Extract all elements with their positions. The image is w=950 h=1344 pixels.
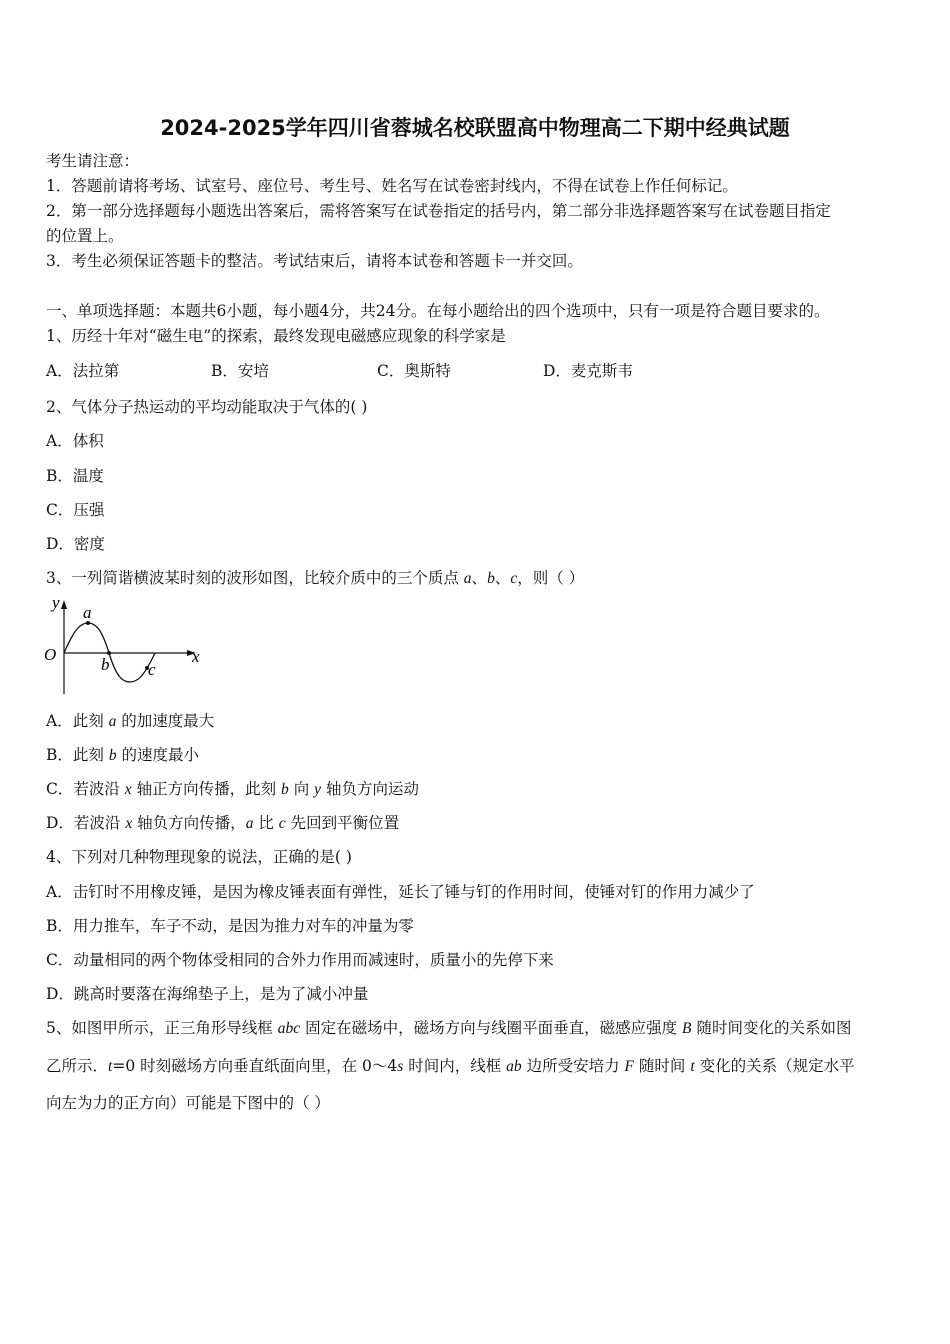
- math-variable: c: [510, 570, 518, 587]
- math-variable: F: [624, 1058, 634, 1075]
- math-variable: b: [487, 570, 495, 587]
- c-label: c: [148, 660, 156, 679]
- text-segment: 向左为力的正方向）可能是下图中的（ ）: [46, 1094, 330, 1112]
- math-variable: a: [108, 713, 117, 730]
- math-variable: t: [108, 1058, 113, 1075]
- question-5-line: [46, 1056, 855, 1077]
- text-segment: ，则（ ）: [517, 569, 585, 587]
- math-variable: abc: [277, 1020, 301, 1037]
- math-variable: y: [314, 781, 322, 798]
- math-variable: x: [125, 815, 133, 832]
- wave-figure: [40, 590, 220, 710]
- q1-option-b: B．安培: [211, 362, 269, 380]
- origin-label: O: [44, 645, 57, 664]
- q3-option: [46, 745, 199, 766]
- text-segment: 5、如图甲所示，正三角形导线框: [46, 1019, 278, 1037]
- text-segment: 的速度最小: [116, 746, 200, 764]
- q3-option: [46, 779, 419, 800]
- question-2-stem: 2、气体分子热运动的平均动能取决于气体的( ): [46, 398, 368, 416]
- math-variable: x: [124, 781, 132, 798]
- text-segment: 随时间变化的关系如图: [691, 1019, 852, 1037]
- q2-option: B．温度: [46, 467, 104, 485]
- b-label: b: [101, 655, 110, 674]
- text-segment: A．此刻: [46, 712, 109, 730]
- text-segment: 、: [471, 569, 488, 587]
- text-segment: D．若波沿: [46, 814, 126, 832]
- q4-option: D．跳高时要落在海绵垫子上，是为了减小冲量: [46, 985, 369, 1003]
- text-segment: 固定在磁场中，磁场方向与线圈平面垂直，磁感应强度: [300, 1019, 683, 1037]
- q3-option: [46, 711, 214, 732]
- q1-option-d: D．麦克斯韦: [543, 362, 633, 380]
- question-1-stem: 1、历经十年对“磁生电”的探索，最终发现电磁感应现象的科学家是: [46, 327, 506, 345]
- text-segment: 的加速度最大: [116, 712, 215, 730]
- notice-item: 3．考生必须保证答题卡的整洁。考试结束后，请将本试卷和答题卡一并交回。: [46, 252, 583, 270]
- q1-option-a: A．法拉第: [46, 362, 120, 380]
- q2-option: D．密度: [46, 535, 105, 553]
- section-heading: 一、单项选择题：本题共6小题，每小题4分，共24分。在每小题给出的四个选项中，只有一项是符合题目要求的。: [46, 302, 830, 320]
- q4-option: B．用力推车，车子不动，是因为推力对车的冲量为零: [46, 917, 414, 935]
- text-segment: B．此刻: [46, 746, 109, 764]
- text-segment: 向: [288, 780, 315, 798]
- math-variable: t: [690, 1058, 695, 1075]
- math-variable: ab: [506, 1058, 522, 1075]
- y-label: y: [52, 593, 60, 612]
- question-5-line: [46, 1093, 330, 1113]
- q4-option: C．动量相同的两个物体受相同的合外力作用而减速时，质量小的先停下来: [46, 951, 554, 969]
- question-5-line: [46, 1018, 851, 1039]
- notice-item: 1．答题前请将考场、试室号、座位号、考生号、姓名写在试卷密封线内，不得在试卷上作任何标记。: [46, 177, 738, 195]
- text-segment: 变化的关系（规定水平: [694, 1057, 855, 1075]
- y-axis-arrow-icon: [61, 600, 67, 609]
- math-variable: a: [245, 815, 254, 832]
- text-segment: 边所受安培力: [521, 1057, 625, 1075]
- page-title: 2024-2025学年四川省蓉城名校联盟高中物理高二下期中经典试题: [160, 116, 790, 140]
- x-label: x: [192, 647, 200, 666]
- notice-item: 的位置上。: [46, 227, 124, 245]
- text-segment: 比: [253, 814, 279, 832]
- text-segment: 乙所示．: [46, 1057, 109, 1075]
- a-label: a: [83, 603, 92, 622]
- question-4-stem: 4、下列对几种物理现象的说法，正确的是( ): [46, 848, 352, 866]
- q2-option: A．体积: [46, 432, 104, 450]
- text-segment: 先回到平衡位置: [285, 814, 400, 832]
- q2-option: C．压强: [46, 501, 105, 519]
- text-segment: 轴正方向传播，此刻: [131, 780, 282, 798]
- q3-option: [46, 813, 399, 834]
- notice-item: 2．第一部分选择题每小题选出答案后，需将答案写在试卷指定的括号内，第二部分非选择题答案写在试卷题目指定: [46, 202, 831, 220]
- math-variable: b: [281, 781, 289, 798]
- math-variable: c: [278, 815, 286, 832]
- math-variable: s: [397, 1058, 404, 1075]
- text-segment: 3、一列简谐横波某时刻的波形如图，比较介质中的三个质点: [46, 569, 464, 587]
- text-segment: C．若波沿: [46, 780, 125, 798]
- q4-option: A．击钉时不用橡皮锤，是因为橡皮锤表面有弹性，延长了锤与钉的作用时间，使锤对钉的作用力减少了: [46, 883, 755, 901]
- text-segment: 时间内，线框: [403, 1057, 507, 1075]
- text-segment: 、: [494, 569, 511, 587]
- question-3-stem: [46, 568, 584, 589]
- text-segment: =0 时刻磁场方向垂直纸面向里，在 0～4: [112, 1057, 398, 1075]
- text-segment: 轴负方向传播，: [132, 814, 246, 832]
- text-segment: 轴负方向运动: [321, 780, 419, 798]
- q1-option-c: C．奥斯特: [377, 362, 451, 380]
- math-variable: b: [108, 747, 117, 764]
- text-segment: 随时间: [634, 1057, 691, 1075]
- math-variable: a: [463, 570, 472, 587]
- notice-heading: 考生请注意：: [46, 152, 140, 170]
- math-variable: B: [682, 1020, 692, 1037]
